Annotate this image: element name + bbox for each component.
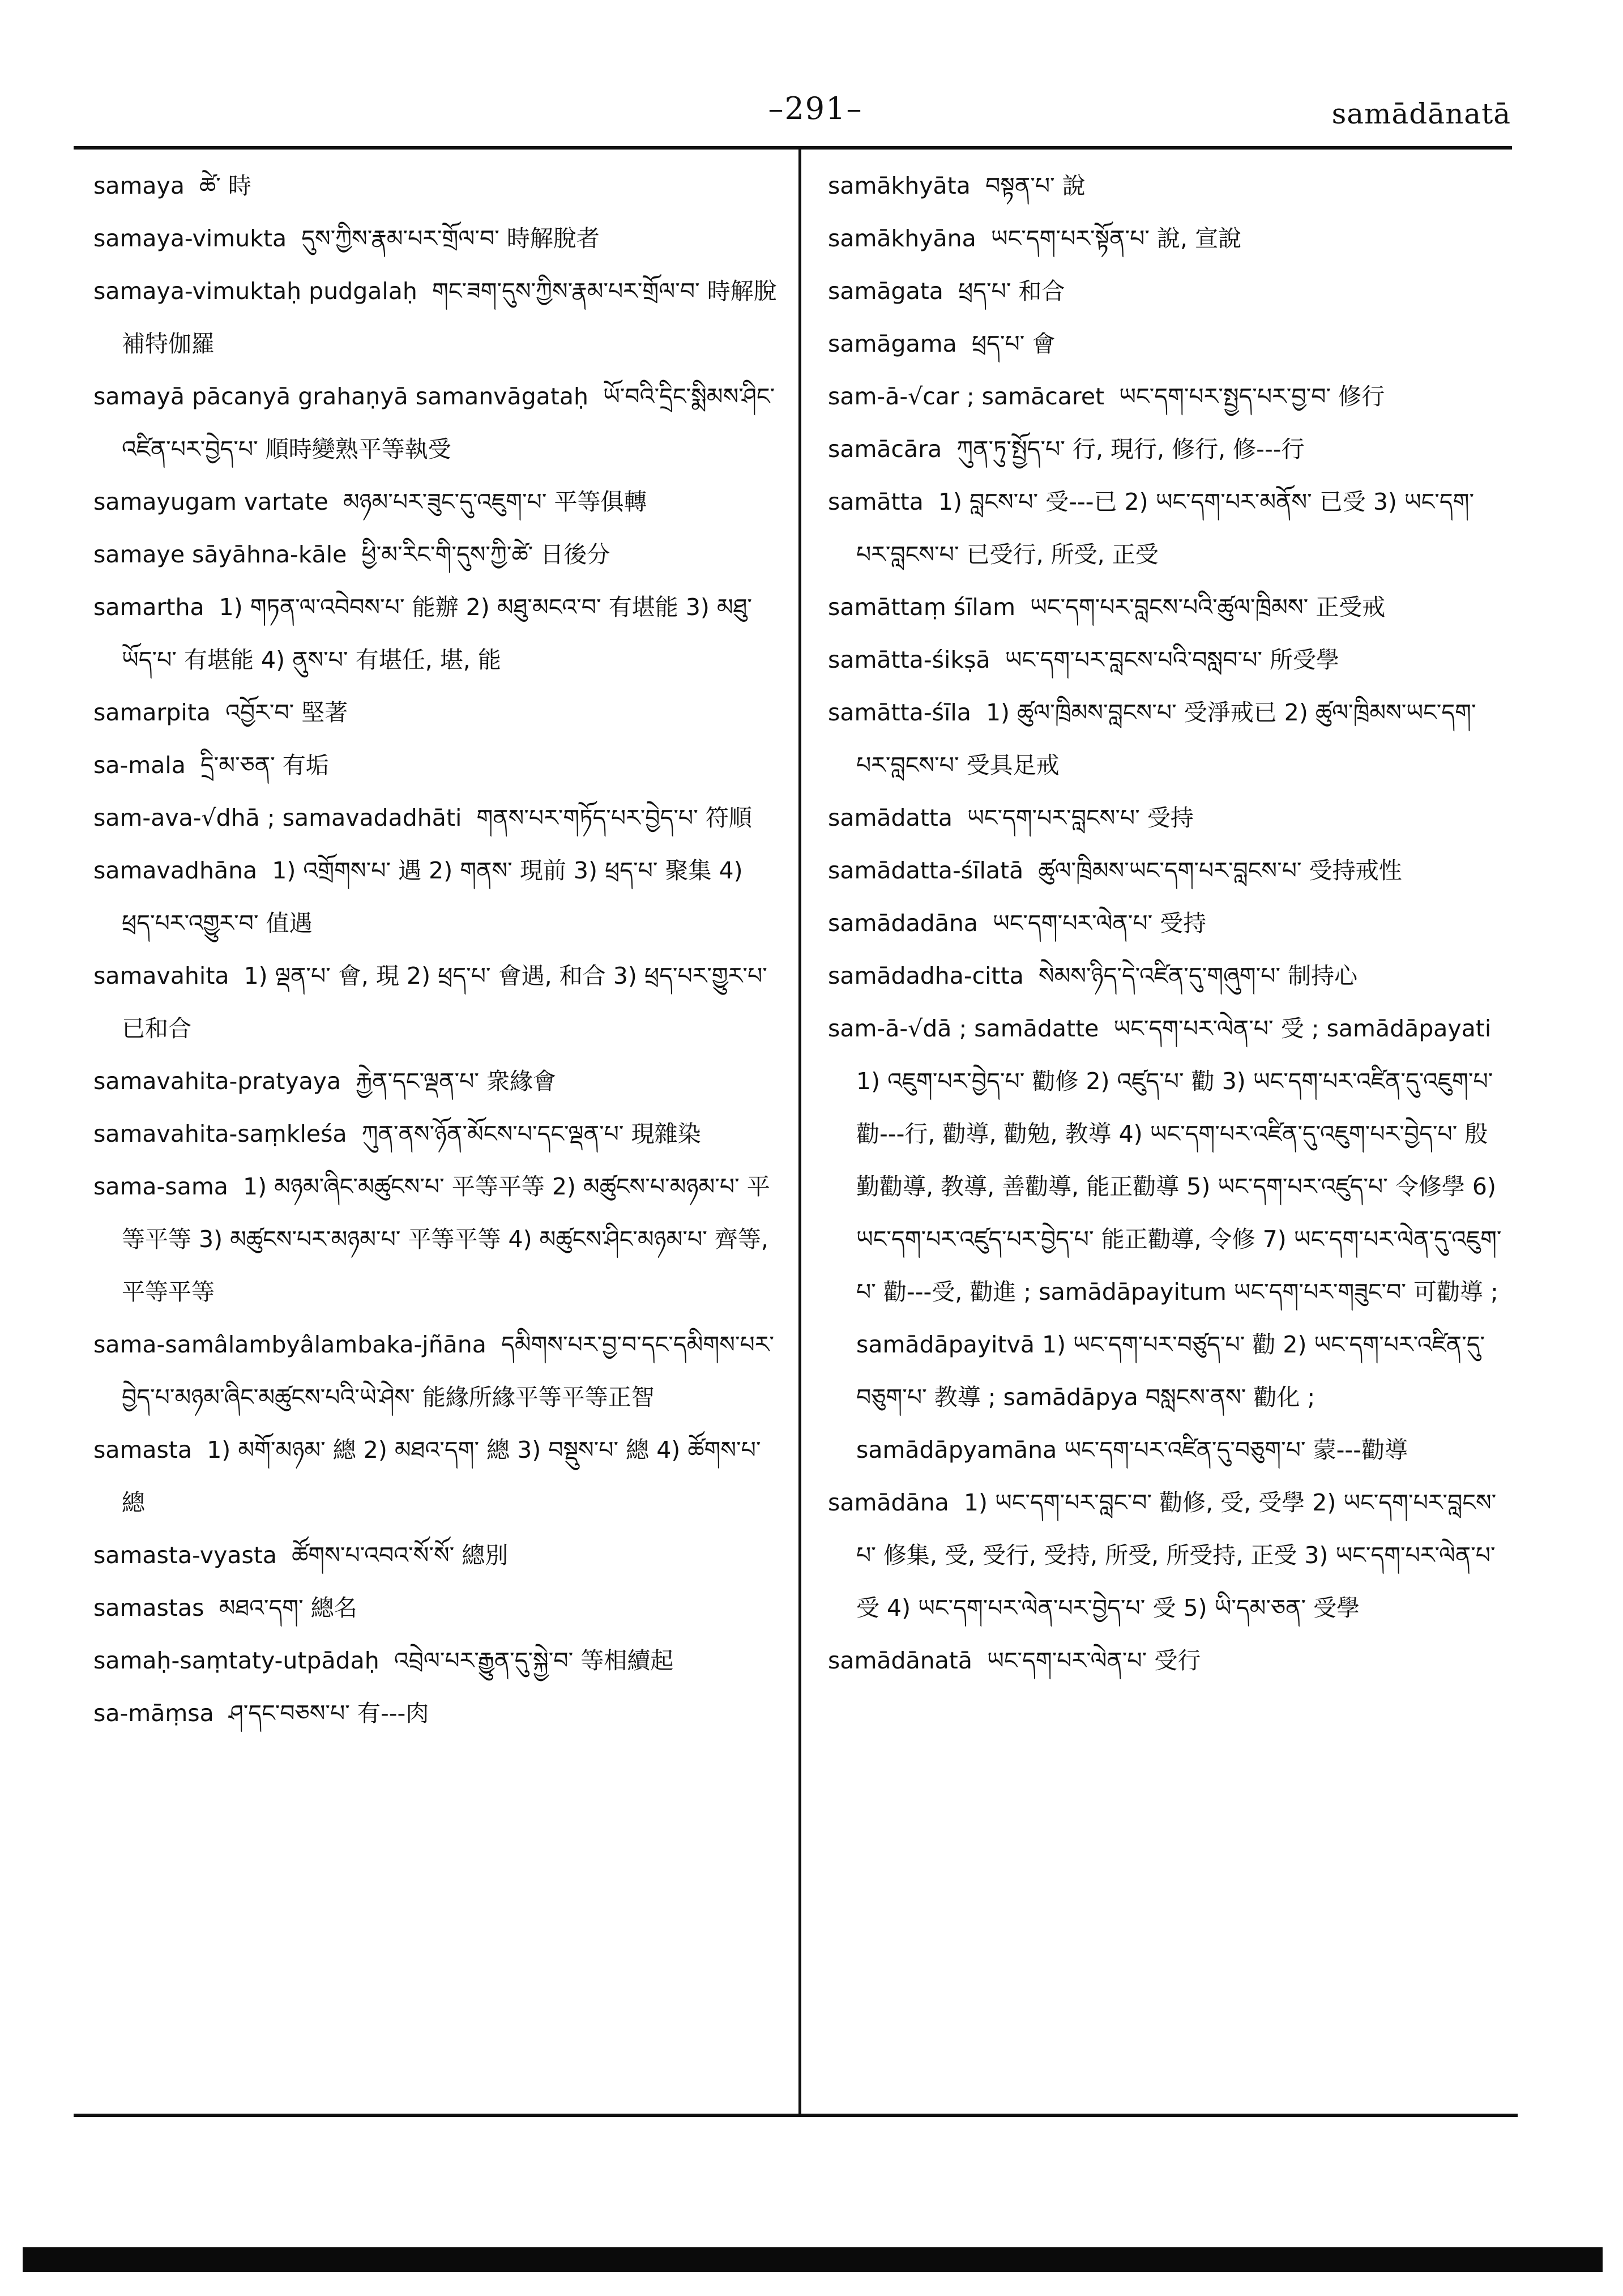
right-column <box>828 160 1507 1687</box>
entry <box>828 1634 1507 1687</box>
definition: འབྲེལ་པར་རྒྱུན་དུ་སྐྱེ་བ་ 等相續起 <box>394 1647 674 1674</box>
entry <box>828 897 1507 950</box>
entry <box>828 318 1507 370</box>
headword: sam-ā-√dā ; samādatte <box>828 1015 1099 1042</box>
headword: samaḥ-saṃtaty-utpādaḥ <box>93 1647 379 1674</box>
definition: 1) ཡང་དག་པར་བླང་བ་ 勸修, 受, 受學 2) ཡང་དག་པར་བླངས་པ་ 修集, 受, 受行, 受持, 所受, 所受持, 正受 3) ཡང་དག་པར་ལེན་པ་ 受 4) ཡང་དག་པར་ལེན་པར་བྱེད་པ་ 受 5) ཡི་དམ་ཅན་ 受學 <box>856 1489 1497 1621</box>
headword: samācāra <box>828 436 942 463</box>
definition: བསྟན་པ་ 說 <box>985 172 1086 199</box>
definition: ཡང་དག་པར་སྤྱད་པར་བྱ་བ་ 修行 <box>1119 383 1385 410</box>
entry <box>93 212 781 265</box>
entry <box>828 212 1507 265</box>
entry <box>93 265 781 370</box>
definition: གནས་པར་གཏོད་པར་བྱེད་པ་ 符順 <box>476 804 752 831</box>
definition: ཀུན་ཏུ་སྤྱོད་པ་ 行, 現行, 修行, 修---行 <box>956 436 1305 463</box>
definition: ཀུན་ནས་ཉོན་མོངས་པ་དང་ལྡན་པ་ 現雜染 <box>361 1120 701 1147</box>
definition: ཕྲད་པ་ 和合 <box>958 278 1065 305</box>
entry <box>93 792 781 844</box>
entry <box>93 950 781 1055</box>
headword: samartha <box>93 594 204 621</box>
page-number: –291– <box>768 91 863 126</box>
entry <box>828 950 1507 1002</box>
headword: samaya-vimuktaḥ pudgalaḥ <box>93 278 417 305</box>
headword: samayā pācanyā grahaṇyā samanvāgataḥ <box>93 383 588 410</box>
definition: ཡང་དག་པར་བླངས་པའི་ཚུལ་ཁྲིམས་ 正受戒 <box>1030 594 1386 621</box>
entry <box>93 581 781 686</box>
entry <box>828 634 1507 686</box>
entry <box>93 739 781 792</box>
headword: samaye sāyāhna-kāle <box>93 541 347 568</box>
entry <box>828 1002 1507 1476</box>
definition: ཡང་དག་པར་སྟོན་པ་ 說, 宣說 <box>990 225 1242 252</box>
headword: samavahita <box>93 962 229 989</box>
definition: རྐྱེན་དང་ལྡན་པ་ 衆緣會 <box>356 1068 557 1095</box>
entry <box>93 844 781 950</box>
entry <box>828 265 1507 318</box>
definition: 1) མཉམ་ཞིང་མཚུངས་པ་ 平等平等 2) མཚུངས་པ་མཉམ་པ་ 平等平等 3) མཚུངས་པར་མཉམ་པ་ 平等平等 4) མཚུངས་ཤིང་མཉམ་པ་ 齊等, 平等平等 <box>122 1173 770 1305</box>
headword: sa-mala <box>93 752 186 779</box>
definition: 1) གཏན་ལ་འབེབས་པ་ 能辦 2) མཐུ་མངའ་བ་ 有堪能 3) མཐུ་ཡོད་པ་ 有堪能 4) ནུས་པ་ 有堪任, 堪, 能 <box>122 594 752 673</box>
entry <box>828 1476 1507 1634</box>
entry <box>828 370 1507 423</box>
definition: 1) མགོ་མཉམ་ 總 2) མཐའ་དག་ 總 3) བསྡུས་པ་ 總 4) ཚོགས་པ་ 總 <box>122 1436 761 1516</box>
headword: samavadhāna <box>93 857 258 884</box>
definition: དམིགས་པར་བྱ་བ་དང་དམིགས་པར་བྱེད་པ་མཉམ་ཞིང་མཚུངས་པའི་ཡེ་ཤེས་ 能緣所緣平等平等正智 <box>122 1331 774 1411</box>
entry <box>93 370 781 476</box>
headword: sam-ava-√dhā ; samavadadhāti <box>93 804 462 831</box>
entry <box>93 1634 781 1687</box>
headword: samādāna <box>828 1489 949 1516</box>
definition: ཚེ་ 時 <box>199 172 251 199</box>
entry <box>828 423 1507 476</box>
entry <box>93 1108 781 1160</box>
entry <box>828 792 1507 844</box>
scan-edge-bar <box>23 2247 1603 2272</box>
headword: samākhyāna <box>828 225 976 252</box>
definition: མཐའ་དག་ 總名 <box>219 1594 357 1621</box>
headword: samākhyāta <box>828 172 971 199</box>
definition: གང་ཟག་དུས་ཀྱིས་རྣམ་པར་གྲོལ་བ་ 時解脫補特伽羅 <box>122 278 777 357</box>
entry <box>828 581 1507 634</box>
entry <box>93 1582 781 1634</box>
entry <box>93 160 781 212</box>
headword: samādadāna <box>828 910 978 937</box>
definition: སེམས་ཉིད་དེ་འཛིན་དུ་གཞུག་པ་ 制持心 <box>1038 962 1358 989</box>
column-divider <box>798 148 801 2115</box>
definition: 1) ཚུལ་ཁྲིམས་བླངས་པ་ 受淨戒已 2) ཚུལ་ཁྲིམས་ཡང་དག་པར་བླངས་པ་ 受具足戒 <box>856 699 1476 779</box>
entry <box>93 1318 781 1424</box>
headword: sa-māṃsa <box>93 1700 214 1727</box>
headword: samavahita-saṃkleśa <box>93 1120 347 1147</box>
definition: ཡང་དག་པར་ལེན་པ་ 受持 <box>993 910 1207 937</box>
headword: samastas <box>93 1594 204 1621</box>
headword: samasta <box>93 1436 193 1463</box>
definition: ཡང་དག་པར་ལེན་པ་ 受行 <box>987 1647 1201 1674</box>
headword: samātta-śikṣā <box>828 646 990 673</box>
running-head: samādānatā <box>1331 97 1511 130</box>
definition: ཕྲད་པ་ 會 <box>971 330 1056 357</box>
headword: samasta-vyasta <box>93 1542 277 1569</box>
headword: samādatta <box>828 804 953 831</box>
entry <box>93 1424 781 1529</box>
entry <box>93 1529 781 1582</box>
headword: sam-ā-√car ; samācaret <box>828 383 1105 410</box>
definition: ཡང་དག་པར་ལེན་པ་ 受 ; samādāpayati 1) འཇུག་པར་བྱེད་པ་ 勸修 2) འཛུད་པ་ 勸 3) ཡང་དག་པར་འཛིན་དུ་འཇུག་པ་ 勸---行, 勸導, 勸勉, 教導 4) ཡང་དག་པར་འཛིན་དུ་འཇུག་པར་བྱེད་པ་ 殷勤勸導, 教導, 善勸導, 能正勸導 5) ཡང་དག་པར་འཛུད་པ་ 令修學 6) ཡང་དག་པར་འཛུད་པར་བྱེད་པ་ 能正勸導, 令修 7) ཡང་དག་པར་ལེན་དུ་འཇུག་པ་ 勸---受, 勸進 ; samādāpayitum ཡང་དག་པར་གཟུང་བ་ 可勸導 ; samādāpayitvā 1) ཡང་དག་པར་བཙུད་པ་ 勸 2) ཡང་དག་པར་འཛིན་དུ་བཅུག་པ་ 教導 ; samādāpya བསླངས་ནས་ 勸化 ; samādāpyamāna ཡང་དག་པར་འཛིན་དུ་བཅུག་པ་ 蒙---勸導 <box>856 1015 1502 1463</box>
headword: samātta <box>828 488 924 515</box>
definition: ཚུལ་ཁྲིམས་ཡང་དག་པར་བླངས་པ་ 受持戒性 <box>1038 857 1402 884</box>
headword: samādānatā <box>828 1647 973 1674</box>
definition: འབྱོར་བ་ 堅著 <box>225 699 348 726</box>
entry <box>93 528 781 581</box>
definition: དྲི་མ་ཅན་ 有垢 <box>200 752 329 779</box>
definition: ཡང་དག་པར་བླངས་པའི་བསླབ་པ་ 所受學 <box>1005 646 1340 673</box>
entry <box>93 1687 781 1740</box>
headword: samayugam vartate <box>93 488 328 515</box>
definition: 1) བླངས་པ་ 受---已 2) ཡང་དག་པར་མནོས་ 已受 3) ཡང་དག་པར་བླངས་པ་ 已受行, 所受, 正受 <box>856 488 1475 568</box>
entry <box>828 160 1507 212</box>
entry <box>828 844 1507 897</box>
entry <box>828 686 1507 792</box>
headword: samātta-śīla <box>828 699 971 726</box>
definition: ཚོགས་པ་འབའ་སོ་སོ་ 總別 <box>292 1542 509 1569</box>
definition: ཕྱི་མ་རིང་གི་དུས་ཀྱི་ཚེ་ 日後分 <box>361 541 610 568</box>
headword: samavahita-pratyaya <box>93 1068 341 1095</box>
headword: samarpita <box>93 699 211 726</box>
definition: ཡང་དག་པར་བླངས་པ་ 受持 <box>967 804 1194 831</box>
headword: samaya <box>93 172 185 199</box>
definition: མཉམ་པར་ཟུང་དུ་འཇུག་པ་ 平等俱轉 <box>343 488 647 515</box>
left-column <box>93 160 781 1740</box>
definition: ཡོ་བའི་དྲིང་སྨིམས་ཤིང་འཛིན་པར་བྱེད་པ་ 順時變熟平等執受 <box>122 383 775 463</box>
top-rule <box>74 146 1512 150</box>
entry <box>93 686 781 739</box>
headword: samādatta-śīlatā <box>828 857 1024 884</box>
definition: 1) འགྲོགས་པ་ 遇 2) གནས་ 現前 3) ཕྲད་པ་ 聚集 4) ཕྲད་པར་འགྱུར་བ་ 值遇 <box>122 857 743 937</box>
headword: samāttaṃ śīlam <box>828 594 1016 621</box>
entry <box>93 1055 781 1108</box>
headword: samāgama <box>828 330 957 357</box>
bottom-rule <box>74 2114 1518 2117</box>
headword: samāgata <box>828 278 943 305</box>
definition: དུས་ཀྱིས་རྣམ་པར་གྲོལ་བ་ 時解脫者 <box>301 225 600 252</box>
headword: samaya-vimukta <box>93 225 287 252</box>
entry <box>93 476 781 528</box>
definition: ཤ་དང་བཅས་པ་ 有---肉 <box>228 1700 429 1727</box>
entry <box>828 476 1507 581</box>
entry <box>93 1160 781 1318</box>
headword: samādadha-citta <box>828 962 1024 989</box>
definition: 1) ལྡན་པ་ 會, 現 2) ཕྲད་པ་ 會遇, 和合 3) ཕྲད་པར་གྱུར་པ་ 已和合 <box>122 962 767 1042</box>
headword: sama-sama <box>93 1173 228 1200</box>
headword: sama-samâlambyâlambaka-jñāna <box>93 1331 486 1358</box>
